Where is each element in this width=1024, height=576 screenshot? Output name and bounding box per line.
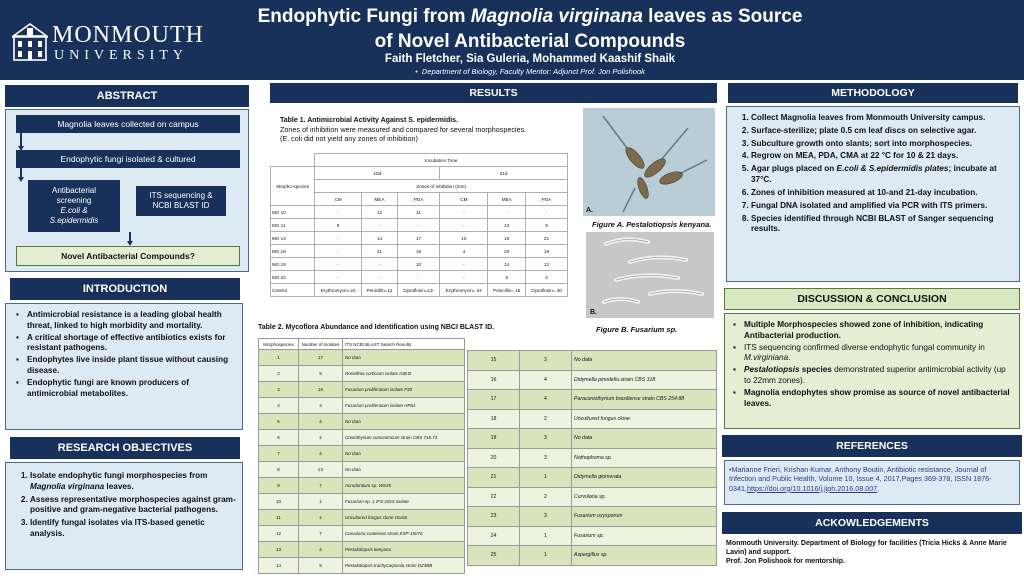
table2-row — [468, 448, 717, 468]
table1-cell: - — [315, 258, 362, 271]
introduction-panel — [5, 303, 243, 430]
table2-cell: Fusarium sp. — [572, 526, 717, 546]
method-item: 2. Surface-sterilize; plate 0.5 cm leaf discs on selective agar. — [751, 126, 1013, 137]
table2-cell: 14 — [259, 558, 299, 574]
table1-row — [271, 193, 568, 206]
table2-header-cell: Number of Isolates — [299, 339, 343, 350]
intro-item: ▪ Endophytic fungi are known producers of antimicrobial metabolites. — [16, 378, 234, 400]
table2-cell: 15 — [468, 351, 520, 371]
table1-cell: 12 — [362, 206, 398, 219]
table2-row — [259, 526, 465, 542]
screening-line4: S.epidermidis — [49, 216, 99, 225]
table1-cell: - — [362, 258, 398, 271]
table2-cell: 8 — [259, 462, 299, 478]
table1-row — [271, 219, 568, 232]
table2-cell: 1 — [259, 350, 299, 366]
table2-right — [467, 350, 717, 566]
table2-cell: Nothophoma sp. — [572, 448, 717, 468]
table2-cell: 13 — [259, 542, 299, 558]
table1-cell: Penicillin= 15 — [488, 284, 526, 297]
table1-cell: 19 — [397, 245, 439, 258]
figure-b-micrograph — [586, 232, 714, 318]
table1-cell: 11 — [397, 206, 439, 219]
table2-row — [468, 546, 717, 566]
table1-cell: - — [525, 206, 567, 219]
table1-incubation-label: Incubation Time — [315, 154, 568, 167]
table1-cell: - — [488, 206, 526, 219]
references-heading: REFERENCES — [722, 435, 1022, 457]
acknowledgements-heading: ACKOWLEDGEMENTS — [722, 512, 1022, 534]
intro-item: ▪ A critical shortage of effective antibiotics exists for resistant pathogens. — [16, 333, 234, 355]
discussion-list — [733, 320, 1013, 410]
discussion-panel — [724, 313, 1020, 429]
method-item: 5. Agar plugs placed on E.coli & S.epidermidis plates; incubate at 37°C. — [751, 164, 1013, 186]
introduction-heading: INTRODUCTION — [10, 278, 240, 300]
table2-cell: Pestalotiopsis kenyana — [343, 542, 465, 558]
building-icon — [12, 22, 48, 62]
table2-header-cell: Morphospecies — [259, 339, 299, 350]
table2-cell: 11 — [259, 510, 299, 526]
table2-cell: 3 — [520, 429, 572, 449]
table2-cell: 17 — [468, 390, 520, 410]
abstract-panel — [5, 109, 249, 272]
objective-item: 3. Identify fungal isolates via ITS-based genetic analysis. — [30, 518, 236, 540]
figure-a-letter: A. — [586, 207, 593, 214]
table1-row-label: MG 10 — [271, 206, 315, 219]
table1-row-label: Control — [271, 284, 315, 297]
table1-cell: 10 — [397, 258, 439, 271]
intro-item: ▪ Endophytes live inside plant tissue without causing disease. — [16, 355, 234, 377]
table2-cell: 2 — [259, 366, 299, 382]
species-name: Magnolia virginana — [470, 6, 643, 27]
abstract-heading: ABSTRACT — [5, 85, 249, 107]
ack-line2: Prof. Jon Polishook for mentorship. — [726, 558, 846, 566]
table1-day21: 21d — [440, 167, 568, 180]
table2-cell: 2 — [299, 430, 343, 446]
objective-item: 2. Assess representative morphospecies against gram-positive and gram-negative bacterial pathogens. — [30, 495, 236, 517]
reference-link[interactable]: https://doi.org/10.1016/j.jiph.2016.08.007 — [747, 483, 878, 493]
table1-row — [271, 154, 568, 167]
table2-header-row — [259, 339, 465, 350]
table2-cell: 2 — [520, 409, 572, 429]
table1-col-header: CM — [315, 193, 362, 206]
introduction-list — [16, 310, 234, 400]
table2-cell: 13 — [299, 462, 343, 478]
table2-row — [468, 429, 717, 449]
table2-caption: Table 2. Mycoflora Abundance and Identification using NBCI BLAST ID. — [258, 324, 495, 331]
table2-cell: 2 — [299, 510, 343, 526]
table1-cell: 17 — [397, 232, 439, 245]
table2-cell: Pestalotiopsis trachycarpicola strain DZ4BB — [343, 558, 465, 574]
table2-header-cell: ITS NCBI BLAST Search Results — [343, 339, 465, 350]
table1-cell: Erythromycin= 34 — [440, 284, 488, 297]
objectives-panel — [5, 462, 243, 570]
table2-cell: 1 — [299, 494, 343, 510]
table2-row — [259, 446, 465, 462]
table2-cell: Fusarium proliferatum isolate HP61 — [343, 398, 465, 414]
abstract-step-sequencing — [136, 186, 226, 216]
table1-cell: 13 — [488, 219, 526, 232]
table1-cell: 14 — [488, 258, 526, 271]
ack-line1: Monmouth University. Department of Biology for facilities (Tricia Hicks & Anne Marie Lavin) and support. — [726, 540, 1007, 557]
table2-row — [468, 526, 717, 546]
table2-cell: 5 — [259, 414, 299, 430]
table2-cell: Didymella pinodella strain CBS 318 — [572, 370, 717, 390]
table1-col-header: CM — [440, 193, 488, 206]
table2-cell: 3 — [520, 507, 572, 527]
table2-row — [259, 350, 465, 366]
table1-cell: Ciprofloxin= 40 — [525, 284, 567, 297]
table2-cell: 7 — [259, 446, 299, 462]
figure-a-micrograph — [583, 108, 715, 216]
table2-cell: No data — [343, 414, 465, 430]
discussion-heading: DISCUSSION & CONCLUSION — [724, 288, 1020, 310]
figure-b-caption: Figure B. Fusarium sp. — [596, 325, 678, 334]
its-line1: ITS sequencing & — [149, 191, 213, 200]
intro-item: ▪ Antimicrobial resistance is a leading global health threat, linked to high morbidity and mortality. — [16, 310, 234, 332]
table2-right-body — [468, 351, 717, 566]
table2-row — [259, 366, 465, 382]
table2-row — [259, 510, 465, 526]
table2-left-body — [259, 350, 465, 574]
method-item: 7. Fungal DNA isolated and amplified via PCR with ITS primers. — [751, 201, 1013, 212]
table2-cell: Curvularia coatesiae strain EXP-15076 — [343, 526, 465, 542]
discussion-item: ▪ Pestalotiopsis species demonstrated superior antimicrobial activity (up to 22mm zones). — [733, 365, 1013, 387]
table2-cell: 9 — [259, 478, 299, 494]
table1-cell: - — [440, 271, 488, 284]
table2-row — [468, 507, 717, 527]
table1-cell: 9 — [525, 219, 567, 232]
table1-cell: 5 — [488, 271, 526, 284]
table2-cell: Coniothyrium concentricum strain CBS 718.74 — [343, 430, 465, 446]
table2-row — [259, 494, 465, 510]
table2-cell: 3 — [299, 398, 343, 414]
table2-row — [468, 351, 717, 371]
table1-cell: - — [315, 271, 362, 284]
its-line2: NCBI BLAST ID — [152, 201, 210, 210]
table2-cell: Fusarium oxysporum — [572, 507, 717, 527]
table2-cell: 4 — [520, 370, 572, 390]
screening-line2: screening — [56, 196, 92, 205]
table2-cell: 6 — [259, 430, 299, 446]
table1-caption: Table 1. Antimicrobial Activity Against S. epidermidis. — [280, 117, 459, 124]
figure-b-letter: B. — [590, 309, 597, 316]
table2-cell: Rosellinia corticium isolate IUB.B — [343, 366, 465, 382]
table2-row — [468, 409, 717, 429]
method-item: 8. Species identified through NCBI BLAST of Sanger sequencing results. — [751, 214, 1013, 236]
table1-zones-label: Zones of Inhibition (mm) — [315, 180, 568, 193]
table1-cell: - — [440, 206, 488, 219]
table1-col-header: MEA — [362, 193, 398, 206]
method-item: 4. Regrow on MEA, PDA, CMA at 22 °C for 10 & 21 days. — [751, 151, 1013, 162]
header-banner — [0, 0, 1024, 80]
table2-cell: 4 — [299, 446, 343, 462]
table1-row-label: MG 11 — [271, 219, 315, 232]
reference-end: . — [877, 483, 880, 493]
table2-cell: No data — [572, 429, 717, 449]
table2-cell: 3 — [520, 351, 572, 371]
discussion-item: ▪ Multiple Morphospecies showed zone of inhibition, indicating Antibacterial production. — [733, 320, 1013, 342]
table1-row-label: MG 13 — [271, 232, 315, 245]
table2-cell: 1 — [520, 546, 572, 566]
table1-cell: 9 — [315, 219, 362, 232]
screening-line1: Antibacterial — [51, 186, 97, 195]
table2-cell: 4 — [299, 542, 343, 558]
table1-cell: Penicillin=12 — [362, 284, 398, 297]
table1-row-label: MG 19 — [271, 258, 315, 271]
table1-cell: Erythromycin=24 — [315, 284, 362, 297]
table1-cell: - — [397, 219, 439, 232]
reference-text: •Marianne Frieri, Krishan Kumar, Anthony Boutin, Antibiotic resistance, Journal of Infection and Public Health, Volume 10, Issue 4, 2017,Pages 369-378, ISSN 1876-0341, — [729, 465, 992, 493]
table2-cell: 2 — [520, 487, 572, 507]
table2-row — [468, 468, 717, 488]
table2-cell: No data — [343, 350, 465, 366]
table2-row — [259, 462, 465, 478]
abstract-result: Novel Antibacterial Compounds? — [16, 246, 240, 266]
table1-cell: Ciprofloxin=13- — [397, 284, 439, 297]
abstract-step-collect: Magnolia leaves collected on campus — [16, 115, 240, 133]
table1-corner: Morpho-species — [271, 167, 315, 206]
objective-item: 1. Isolate endophytic fungi morphospecies from Magnolia virginana leaves. — [30, 471, 236, 493]
table1-blank — [271, 154, 315, 167]
table2-cell: 21 — [468, 468, 520, 488]
table2-cell: 1 — [520, 526, 572, 546]
objectives-list — [10, 471, 236, 540]
table1-row — [271, 258, 568, 271]
methodology-panel — [726, 106, 1020, 282]
table1-antimicrobial — [270, 153, 568, 297]
department-text: Department of Biology, Faculty Mentor: Adjunct Prof. Jon Polishook — [421, 67, 645, 76]
table2-cell: 20 — [468, 448, 520, 468]
table1-cell: - — [315, 206, 362, 219]
authors: Faith Fletcher, Sia Guleria, Mohammed Kaashif Shaik — [384, 53, 676, 65]
table2-row — [259, 558, 465, 574]
table2-cell: 4 — [259, 398, 299, 414]
flow-connector — [20, 133, 22, 147]
table1-cell: - — [440, 219, 488, 232]
table1-note: Zones of inhibition were measured and compared for several morphospecies. — [280, 125, 527, 135]
table2-cell: No data — [572, 351, 717, 371]
table2-cell: Uncultured fungus clone Otu56 — [343, 510, 465, 526]
table2-left — [258, 338, 465, 574]
table2-cell: 16 — [299, 382, 343, 398]
table2-cell: Fusarium proliferatum isolate F30 — [343, 382, 465, 398]
table1-row — [271, 232, 568, 245]
method-item: 1. Collect Magnolia leaves from Monmouth University campus. — [751, 113, 1013, 124]
table2-cell: 1 — [520, 468, 572, 488]
table2-row — [259, 542, 465, 558]
table2-cell: 7 — [299, 478, 343, 494]
poster-title-line1: Endophytic Fungi from Magnolia virginana leaves as Source — [257, 6, 803, 27]
table1-cell: - — [397, 271, 439, 284]
table2-row — [468, 487, 717, 507]
flow-arrow-icon — [18, 177, 24, 182]
table1-col-header: MEA — [488, 193, 526, 206]
table1-row — [271, 245, 568, 258]
university-logo — [12, 18, 212, 64]
logo-name: MONMOUTH — [52, 22, 204, 48]
table2-row — [259, 382, 465, 398]
references-panel — [724, 460, 1020, 505]
table2-cell: 25 — [468, 546, 520, 566]
table2-cell: 23 — [468, 507, 520, 527]
table2-row — [468, 390, 717, 410]
table1-cell: 21 — [362, 245, 398, 258]
table1-row — [271, 180, 568, 193]
table1-day10: 10d — [315, 167, 440, 180]
table2-cell: 10 — [259, 494, 299, 510]
table1-cell: 21 — [525, 232, 567, 245]
table2-cell: 3 — [520, 448, 572, 468]
table1-cell: 12 — [525, 258, 567, 271]
table2-cell: 18 — [468, 409, 520, 429]
table2-cell: Acrodontium sp. WS35 — [343, 478, 465, 494]
table2-row — [259, 430, 465, 446]
methodology-heading: METHODOLOGY — [728, 83, 1018, 103]
table2-cell: 9 — [299, 558, 343, 574]
table2-cell: 24 — [468, 526, 520, 546]
table1-body — [271, 206, 568, 297]
table1-cell: - — [362, 271, 398, 284]
table1-row — [271, 167, 568, 180]
table1-cell: - — [440, 258, 488, 271]
table2-cell: No data — [343, 446, 465, 462]
table1-cell: - — [362, 219, 398, 232]
acknowledgements-text — [726, 539, 1020, 566]
table2-cell: Curvularia sp. — [572, 487, 717, 507]
table1-row — [271, 206, 568, 219]
discussion-item: ▪ Magnolia endophytes show promise as source of novel antibacterial leaves. — [733, 388, 1013, 410]
table2-row — [259, 414, 465, 430]
table1-row — [271, 271, 568, 284]
table2-cell: 7 — [299, 526, 343, 542]
table2-cell: 4 — [520, 390, 572, 410]
screening-line3: E.coli & — [60, 206, 88, 215]
table2-cell: Fusarium sp. 1 IFS-2015 isolate — [343, 494, 465, 510]
figure-a-caption: Figure A. Pestalotiopsis kenyana. — [592, 220, 712, 229]
logo-subtitle: UNIVERSITY — [54, 48, 188, 63]
table1-caption-block — [280, 116, 580, 144]
table2-cell: Didymella glomerata — [572, 468, 717, 488]
table1-cell: - — [315, 245, 362, 258]
table2-cell: 9 — [299, 366, 343, 382]
table1-cell: 4 — [440, 245, 488, 258]
abstract-step-isolate: Endophytic fungi isolated & cultured — [16, 150, 240, 168]
table2-row — [468, 370, 717, 390]
table2-cell: 3 — [259, 382, 299, 398]
table2-cell: 12 — [259, 526, 299, 542]
table1-row — [271, 284, 568, 297]
table1-cell: 14 — [362, 232, 398, 245]
abstract-step-screening — [28, 180, 120, 232]
table1-cell: 20 — [488, 245, 526, 258]
objectives-heading: RESEARCH OBJECTIVES — [10, 437, 240, 459]
table1-cell: 19 — [525, 245, 567, 258]
table1-cell: 10 — [440, 232, 488, 245]
table1-cell: 3 — [525, 271, 567, 284]
table2-cell: 22 — [468, 487, 520, 507]
table2-cell: Paraconiothyrium brasiliense strain CBS 254.88 — [572, 390, 717, 410]
table2-cell: 19 — [468, 429, 520, 449]
department: • Department of Biology, Faculty Mentor: Adjunct Prof. Jon Polishook — [415, 67, 645, 76]
table2-cell: No data — [343, 462, 465, 478]
table2-cell: 16 — [468, 370, 520, 390]
table2-row — [259, 398, 465, 414]
table1-note2: (E. coli did not yield any zones of inhibition) — [280, 134, 418, 144]
table1-cell: 15 — [488, 232, 526, 245]
poster-title-line2: of Novel Antibacterial Compounds — [374, 31, 686, 52]
table2-cell: 4 — [299, 414, 343, 430]
table1-cell: - — [315, 232, 362, 245]
table2-cell: Aspergillus sp. — [572, 546, 717, 566]
discussion-item: ▪ ITS sequencing confirmed diverse endophytic fungal community in M.virginiana. — [733, 343, 1013, 365]
method-item: 6. Zones of inhibition measured at 10-and 21-day incubation. — [751, 188, 1013, 199]
table2-cell: 17 — [299, 350, 343, 366]
table1-col-header: PDA — [525, 193, 567, 206]
method-item: 3. Subculture growth onto slants; sort into morphospecies. — [751, 139, 1013, 150]
table1-row-label: MG 18 — [271, 245, 315, 258]
table2-cell: Uncultured fungus clone — [572, 409, 717, 429]
results-heading: RESULTS — [270, 83, 717, 103]
table1-col-header: PDA — [397, 193, 439, 206]
table1-row-label: MG 22 — [271, 271, 315, 284]
methodology-list — [727, 113, 1013, 235]
table2-row — [259, 478, 465, 494]
